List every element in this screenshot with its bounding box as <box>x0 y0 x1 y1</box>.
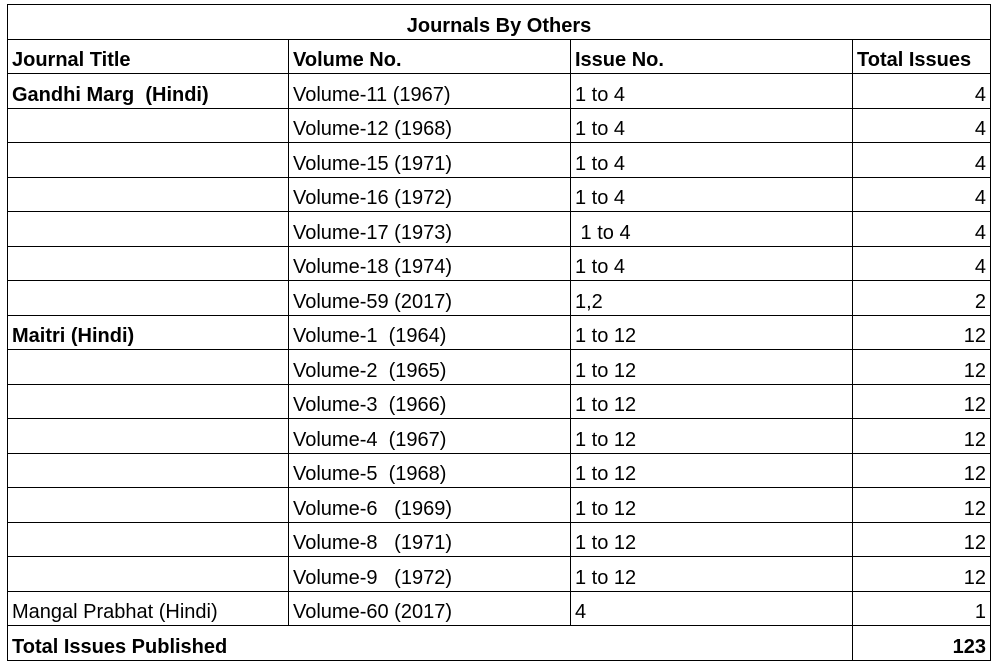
header-journal-title: Journal Title <box>8 39 289 74</box>
journal-cell <box>8 212 289 247</box>
total-cell: 12 <box>853 453 991 488</box>
volume-cell: Volume-17 (1973) <box>289 212 571 247</box>
issue-cell: 1 to 4 <box>571 177 853 212</box>
issue-cell: 1 to 12 <box>571 384 853 419</box>
total-cell: 12 <box>853 384 991 419</box>
journals-table <box>7 4 991 661</box>
total-cell: 4 <box>853 108 991 143</box>
total-cell: 12 <box>853 488 991 523</box>
table-row <box>8 419 991 454</box>
volume-cell: Volume-15 (1971) <box>289 143 571 178</box>
table-row <box>8 453 991 488</box>
issue-cell: 1 to 12 <box>571 557 853 592</box>
header-issue-no: Issue No. <box>571 39 853 74</box>
journal-cell <box>8 488 289 523</box>
table-row <box>8 212 991 247</box>
table-row <box>8 591 991 626</box>
issue-cell: 1 to 12 <box>571 522 853 557</box>
journal-cell: Gandhi Marg (Hindi) <box>8 74 289 109</box>
journal-cell: Maitri (Hindi) <box>8 315 289 350</box>
journal-cell <box>8 108 289 143</box>
journal-cell <box>8 522 289 557</box>
journal-cell <box>8 281 289 316</box>
volume-cell: Volume-60 (2017) <box>289 591 571 626</box>
table-row <box>8 557 991 592</box>
total-label: Total Issues Published <box>8 626 289 661</box>
total-cell: 12 <box>853 350 991 385</box>
header-total-issues: Total Issues <box>853 39 991 74</box>
total-row <box>8 626 991 661</box>
issue-cell: 1 to 4 <box>571 108 853 143</box>
volume-cell: Volume-59 (2017) <box>289 281 571 316</box>
volume-cell: Volume-5 (1968) <box>289 453 571 488</box>
journal-cell <box>8 453 289 488</box>
table-row <box>8 74 991 109</box>
volume-cell: Volume-12 (1968) <box>289 108 571 143</box>
issue-cell: 1 to 12 <box>571 488 853 523</box>
issue-cell: 1 to 4 <box>571 143 853 178</box>
total-cell: 4 <box>853 246 991 281</box>
volume-cell: Volume-11 (1967) <box>289 74 571 109</box>
total-cell: 12 <box>853 522 991 557</box>
volume-cell: Volume-1 (1964) <box>289 315 571 350</box>
total-cell: 4 <box>853 177 991 212</box>
total-cell: 12 <box>853 419 991 454</box>
table-row <box>8 384 991 419</box>
table-title: Journals By Others <box>8 5 991 40</box>
total-value: 123 <box>853 626 991 661</box>
issue-cell: 1 to 12 <box>571 350 853 385</box>
issue-cell: 1 to 4 <box>571 74 853 109</box>
issue-cell: 1 to 4 <box>571 212 853 247</box>
table-row <box>8 246 991 281</box>
total-cell: 12 <box>853 557 991 592</box>
header-volume-no: Volume No. <box>289 39 571 74</box>
total-cell: 12 <box>853 315 991 350</box>
journal-cell <box>8 350 289 385</box>
table-row <box>8 488 991 523</box>
journal-cell: Mangal Prabhat (Hindi) <box>8 591 289 626</box>
total-cell: 4 <box>853 212 991 247</box>
volume-cell: Volume-2 (1965) <box>289 350 571 385</box>
table-row <box>8 177 991 212</box>
volume-cell: Volume-6 (1969) <box>289 488 571 523</box>
issue-cell: 1,2 <box>571 281 853 316</box>
header-row <box>8 39 991 74</box>
journal-cell <box>8 557 289 592</box>
table-row <box>8 350 991 385</box>
total-cell: 4 <box>853 143 991 178</box>
total-cell: 1 <box>853 591 991 626</box>
volume-cell: Volume-3 (1966) <box>289 384 571 419</box>
table-row <box>8 108 991 143</box>
volume-cell: Volume-9 (1972) <box>289 557 571 592</box>
journal-cell <box>8 177 289 212</box>
journal-cell <box>8 419 289 454</box>
total-spacer <box>571 626 853 661</box>
issue-cell: 1 to 4 <box>571 246 853 281</box>
total-spacer <box>289 626 571 661</box>
table-row <box>8 143 991 178</box>
issue-cell: 1 to 12 <box>571 419 853 454</box>
volume-cell: Volume-4 (1967) <box>289 419 571 454</box>
volume-cell: Volume-8 (1971) <box>289 522 571 557</box>
issue-cell: 4 <box>571 591 853 626</box>
table-row <box>8 281 991 316</box>
issue-cell: 1 to 12 <box>571 453 853 488</box>
volume-cell: Volume-16 (1972) <box>289 177 571 212</box>
title-row <box>8 5 991 40</box>
total-cell: 4 <box>853 74 991 109</box>
table-row <box>8 522 991 557</box>
issue-cell: 1 to 12 <box>571 315 853 350</box>
journal-cell <box>8 384 289 419</box>
table-row <box>8 315 991 350</box>
volume-cell: Volume-18 (1974) <box>289 246 571 281</box>
journal-cell <box>8 246 289 281</box>
journal-cell <box>8 143 289 178</box>
total-cell: 2 <box>853 281 991 316</box>
